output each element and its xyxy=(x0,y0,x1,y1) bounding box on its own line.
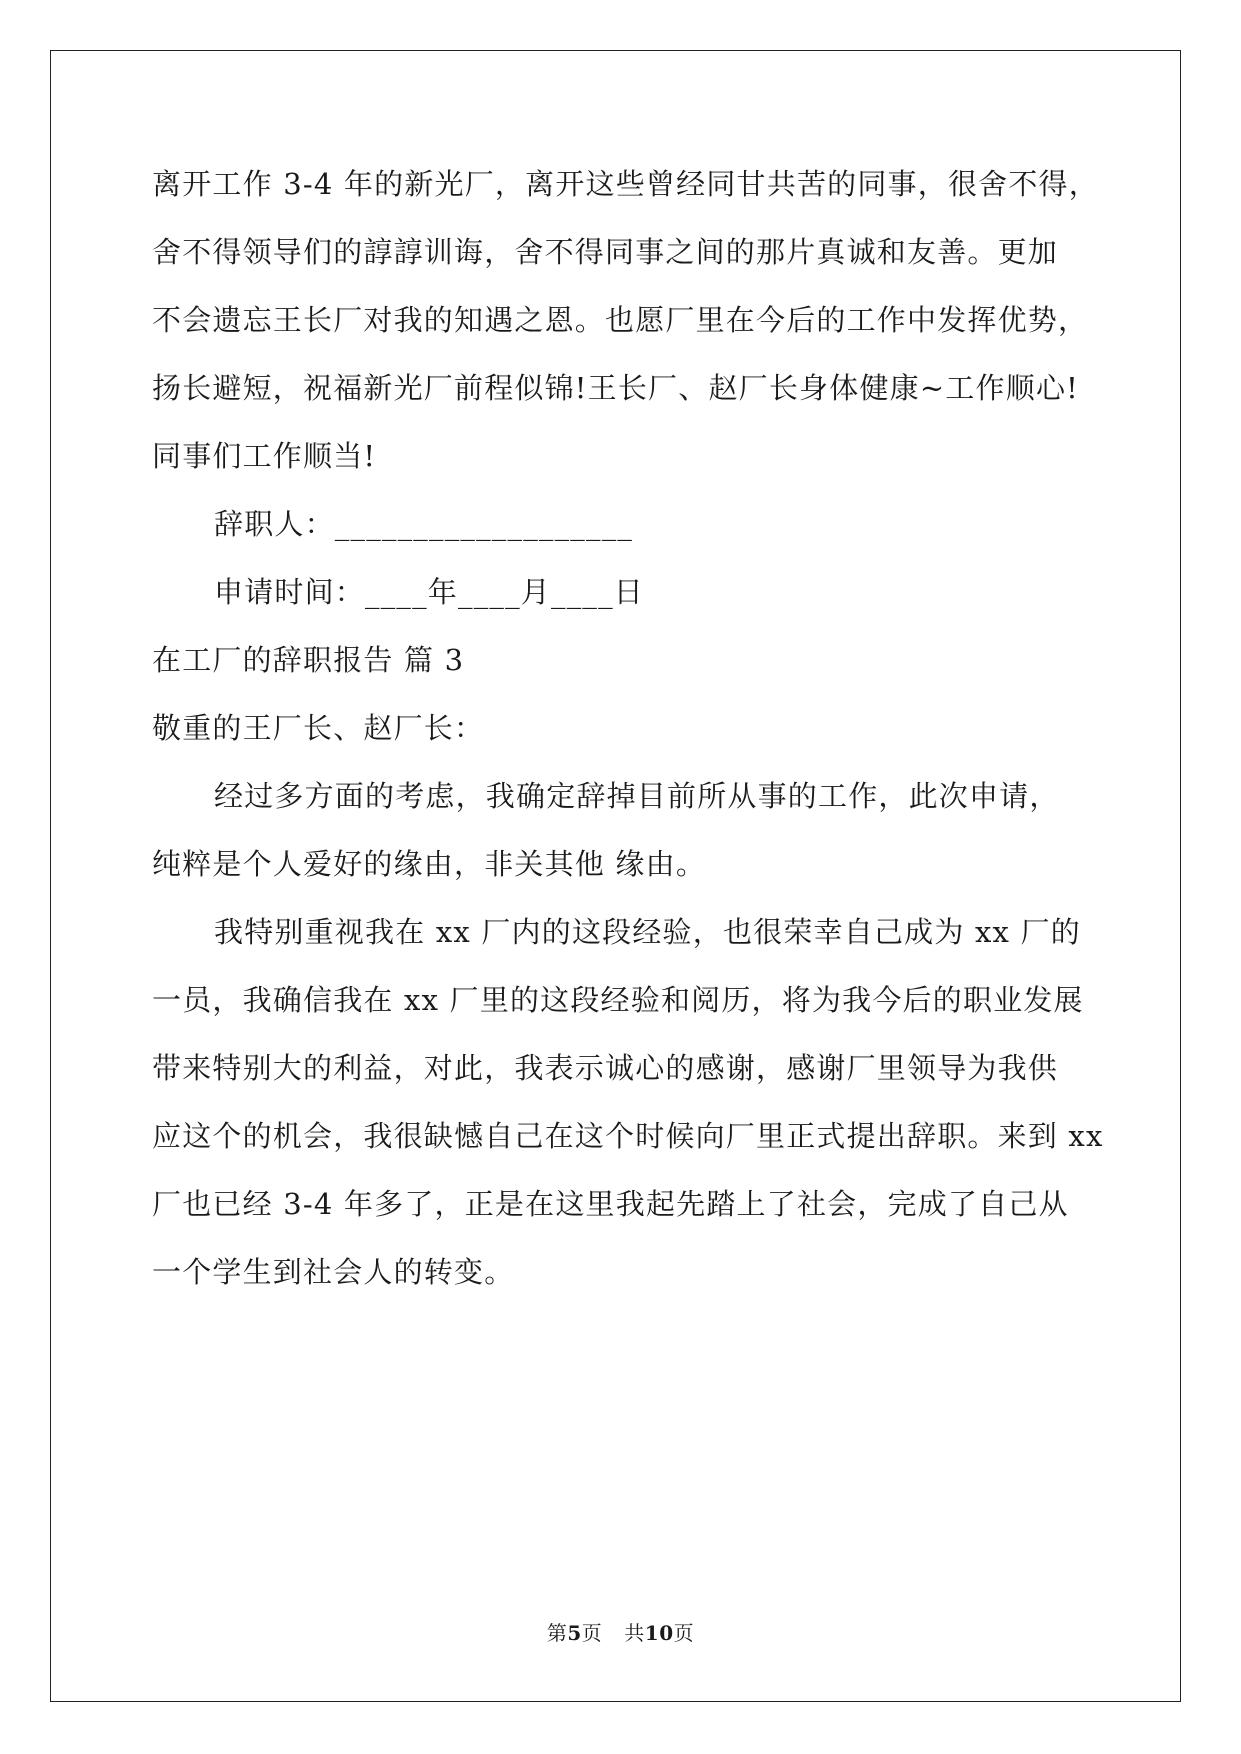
paragraph-line: 应这个的机会，我很缺憾自己在这个时候向厂里正式提出辞职。来到 xx xyxy=(152,1119,1104,1153)
page-current-number: 5 xyxy=(567,1621,582,1645)
paragraph-line: 厂也已经 3-4 年多了，正是在这里我起先踏上了社会，完成了自己从 xyxy=(152,1187,1069,1221)
application-date-line: 申请时间：____年____月____日 xyxy=(214,575,645,609)
paragraph-line: 我特别重视我在 xx 厂内的这段经验，也很荣幸自己成为 xx 厂的 xyxy=(214,915,1081,949)
paragraph-line: 舍不得领导们的諄諄训诲，舍不得同事之间的那片真诚和友善。更加 xyxy=(152,235,1059,269)
paragraph-line: 经过多方面的考虑，我确定辞掉目前所从事的工作，此次申请， xyxy=(214,779,1060,813)
paragraph-line: 带来特别大的利益，对此，我表示诚心的感谢，感谢厂里领导为我供 xyxy=(152,1051,1059,1085)
paragraph-line: 一员，我确信我在 xx 厂里的这段经验和阅历，将为我今后的职业发展 xyxy=(152,983,1084,1017)
total-suffix: 页 xyxy=(673,1621,695,1645)
salutation: 敬重的王厂长、赵厂长： xyxy=(152,711,485,745)
section-title: 在工厂的辞职报告 篇 3 xyxy=(152,643,465,677)
page-suffix: 页 xyxy=(581,1621,603,1645)
document-body xyxy=(152,150,1104,1306)
paragraph-line: 离开工作 3-4 年的新光厂，离开这些曾经同甘共苦的同事，很舍不得， xyxy=(152,167,1099,201)
page-prefix: 第 xyxy=(546,1621,568,1645)
total-prefix: 共 xyxy=(624,1621,645,1645)
paragraph-line: 一个学生到社会人的转变。 xyxy=(152,1255,515,1289)
paragraph-line: 不会遗忘王长厂对我的知遇之恩。也愿厂里在今后的工作中发挥优势， xyxy=(152,303,1089,337)
paragraph-line: 纯粹是个人爱好的缘由，非关其他 缘由。 xyxy=(152,847,707,881)
paragraph-line: 同事们工作顺当! xyxy=(152,439,377,473)
page-total-number: 10 xyxy=(644,1621,674,1645)
resigner-signature-line: 辞职人：___________________ xyxy=(214,507,634,541)
paragraph-line: 扬长避短，祝福新光厂前程似锦!王长厂、赵厂长身体健康~工作顺心! xyxy=(152,371,1080,405)
page-footer xyxy=(0,1617,1241,1646)
